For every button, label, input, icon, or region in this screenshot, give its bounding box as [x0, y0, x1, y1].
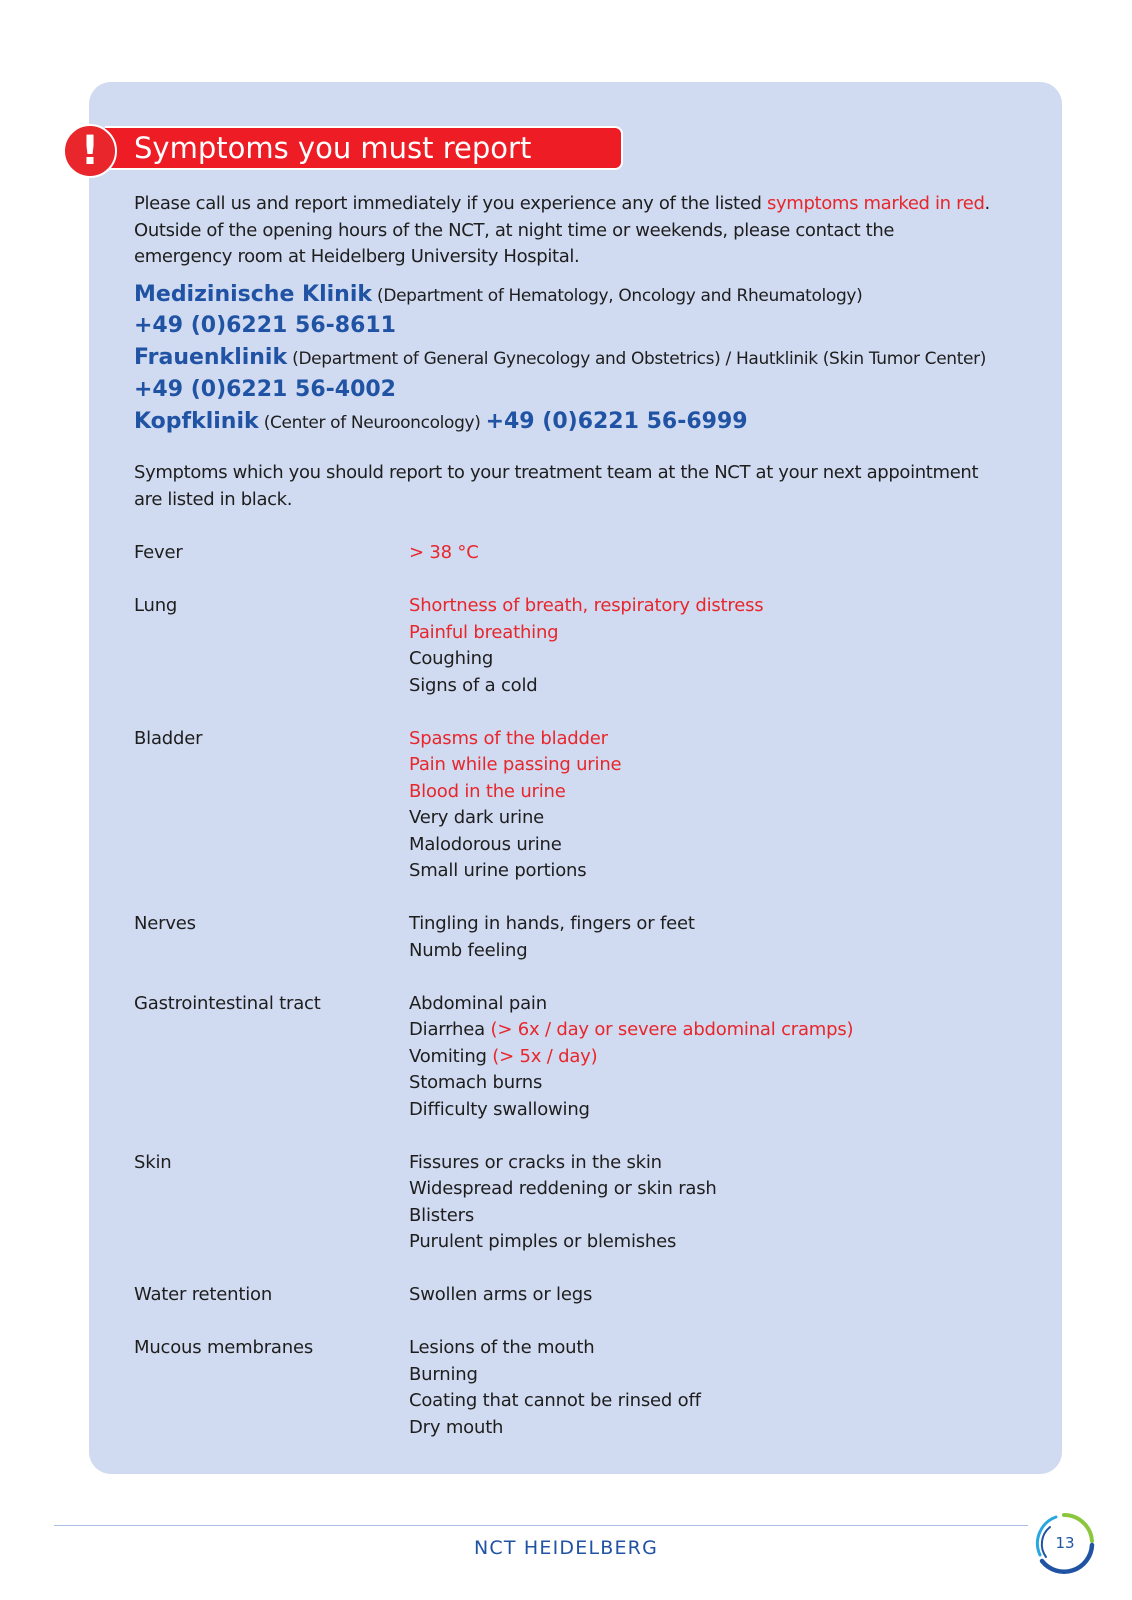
symptom-item — [409, 1229, 717, 1256]
symptom-row — [134, 1282, 994, 1309]
symptom-item — [409, 540, 479, 567]
symptom-list — [409, 726, 621, 885]
intro-text-rest: . Outside of the opening hours of the NCT, at night time or weekends, please contact the emergency room at Heidelberg University Hospital. — [134, 193, 990, 267]
symptom-category: Mucous membranes — [134, 1337, 314, 1358]
symptom-text: Very dark urine — [409, 807, 545, 828]
symptom-text: Coating that cannot be rinsed off — [409, 1390, 701, 1411]
symptom-item — [409, 938, 695, 965]
symptom-text: Coughing — [409, 648, 494, 669]
symptom-item — [409, 1070, 853, 1097]
intro-text: Please call us and report immediately if you experience any of the listed — [134, 193, 767, 214]
footer-divider — [54, 1525, 1028, 1526]
symptom-text: Stomach burns — [409, 1072, 543, 1093]
symptom-text: Diarrhea — [409, 1019, 491, 1040]
symptom-item — [409, 1415, 701, 1442]
exclamation-icon: ! — [63, 124, 117, 178]
symptom-text: Small urine portions — [409, 860, 587, 881]
contact-phone-line — [134, 313, 396, 338]
symptom-text: Burning — [409, 1363, 478, 1385]
symptom-text-urgent: Pain while passing urine — [409, 754, 622, 775]
symptom-item — [409, 991, 853, 1018]
symptom-item — [409, 1335, 701, 1362]
symptom-item — [409, 752, 621, 779]
symptom-category: Skin — [134, 1151, 172, 1173]
contact-description: (Center of Neurooncology) — [258, 413, 486, 433]
symptom-row — [134, 593, 994, 699]
contact-phone-line — [134, 377, 396, 402]
symptom-category: Fever — [134, 542, 183, 563]
symptom-row — [134, 1150, 994, 1256]
page-number: 13 — [1055, 1534, 1075, 1552]
symptom-item — [409, 593, 763, 620]
symptom-text: Blisters — [409, 1204, 475, 1226]
symptom-text-urgent: > 38 °C — [409, 542, 479, 563]
symptom-text: Purulent pimples or blemishes — [409, 1231, 677, 1252]
intro-paragraph — [134, 191, 994, 271]
symptom-item — [409, 726, 621, 753]
symptom-text: Fissures or cracks in the skin — [409, 1151, 662, 1173]
symptom-text: Tingling in hands, fingers or feet — [409, 913, 695, 934]
symptom-row — [134, 726, 994, 885]
symptom-text: Difficulty swallowing — [409, 1098, 590, 1120]
contact-name: Kopfklinik — [134, 409, 259, 434]
symptom-text: Vomiting — [409, 1045, 493, 1067]
symptom-text-urgent: Spasms of the bladder — [409, 727, 608, 749]
symptom-text: Signs of a cold — [409, 674, 538, 696]
symptom-item — [409, 1388, 701, 1415]
contact-description: (Department of General Gynecology and Obstetrics) / Hautklinik (Skin Tumor Center) — [287, 349, 987, 369]
symptom-item — [409, 673, 763, 700]
page-title: Symptoms you must report — [134, 131, 532, 165]
symptom-text: Malodorous urine — [409, 833, 562, 855]
contact-phone[interactable]: +49 (0)6221 56-4002 — [134, 377, 396, 402]
symptom-item — [409, 1150, 717, 1177]
symptom-list — [409, 991, 853, 1124]
symptom-row — [134, 1335, 994, 1441]
symptoms-note: Symptoms which you should report to your treatment team at the NCT at your next appointment are listed in black. — [134, 462, 979, 510]
contact-frauenklinik — [134, 345, 986, 370]
symptom-list — [409, 1335, 701, 1441]
symptom-item — [409, 911, 695, 938]
symptom-row — [134, 911, 994, 964]
symptom-item — [409, 1044, 853, 1071]
symptom-text-urgent: Painful breathing — [409, 621, 559, 643]
contact-description: (Department of Hematology, Oncology and Rheumatology) — [372, 286, 863, 306]
symptom-text-urgent: Blood in the urine — [409, 780, 566, 802]
symptom-text: Numb feeling — [409, 939, 528, 961]
symptom-category: Gastrointestinal tract — [134, 992, 321, 1014]
symptom-text: Dry mouth — [409, 1416, 504, 1438]
symptom-item — [409, 805, 621, 832]
symptom-category: Nerves — [134, 913, 196, 934]
symptom-item — [409, 1203, 717, 1230]
symptom-text-urgent: (> 6x / day or severe abdominal cramps) — [490, 1019, 854, 1040]
symptom-item — [409, 1017, 853, 1044]
symptom-list — [409, 1150, 717, 1256]
symptom-item — [409, 1362, 701, 1389]
contact-kopfklinik — [134, 409, 748, 434]
symptom-list — [409, 593, 763, 699]
symptom-category: Lung — [134, 595, 178, 616]
symptom-list — [409, 911, 695, 964]
symptom-text: Swollen arms or legs — [409, 1284, 593, 1305]
symptom-item — [409, 1282, 592, 1309]
symptom-row — [134, 991, 994, 1124]
symptom-item — [409, 1176, 717, 1203]
symptom-row — [134, 540, 994, 567]
contact-phone[interactable]: +49 (0)6221 56-8611 — [134, 313, 396, 338]
symptom-text: Abdominal pain — [409, 992, 547, 1014]
contact-phone[interactable]: +49 (0)6221 56-6999 — [485, 409, 748, 434]
symptom-item — [409, 646, 763, 673]
symptoms-table — [134, 540, 994, 1468]
contact-medizinische-klinik — [134, 282, 862, 307]
contact-name: Frauenklinik — [134, 345, 288, 370]
intro-highlight: symptoms marked in red — [766, 193, 985, 214]
symptom-list — [409, 1282, 592, 1309]
symptom-item — [409, 620, 763, 647]
symptom-item — [409, 858, 621, 885]
symptom-list — [409, 540, 479, 567]
symptom-text: Lesions of the mouth — [409, 1337, 595, 1358]
symptom-text-urgent: Shortness of breath, respiratory distress — [409, 595, 764, 616]
symptom-item — [409, 1097, 853, 1124]
symptom-item — [409, 779, 621, 806]
symptom-item — [409, 832, 621, 859]
contact-name: Medizinische Klinik — [134, 282, 372, 307]
symptom-text-urgent: (> 5x / day) — [492, 1045, 598, 1067]
symptom-category: Water retention — [134, 1284, 273, 1305]
symptom-category: Bladder — [134, 727, 203, 749]
symptom-text: Widespread reddening or skin rash — [409, 1178, 717, 1199]
footer-brand: NCT HEIDELBERG — [473, 1537, 658, 1559]
